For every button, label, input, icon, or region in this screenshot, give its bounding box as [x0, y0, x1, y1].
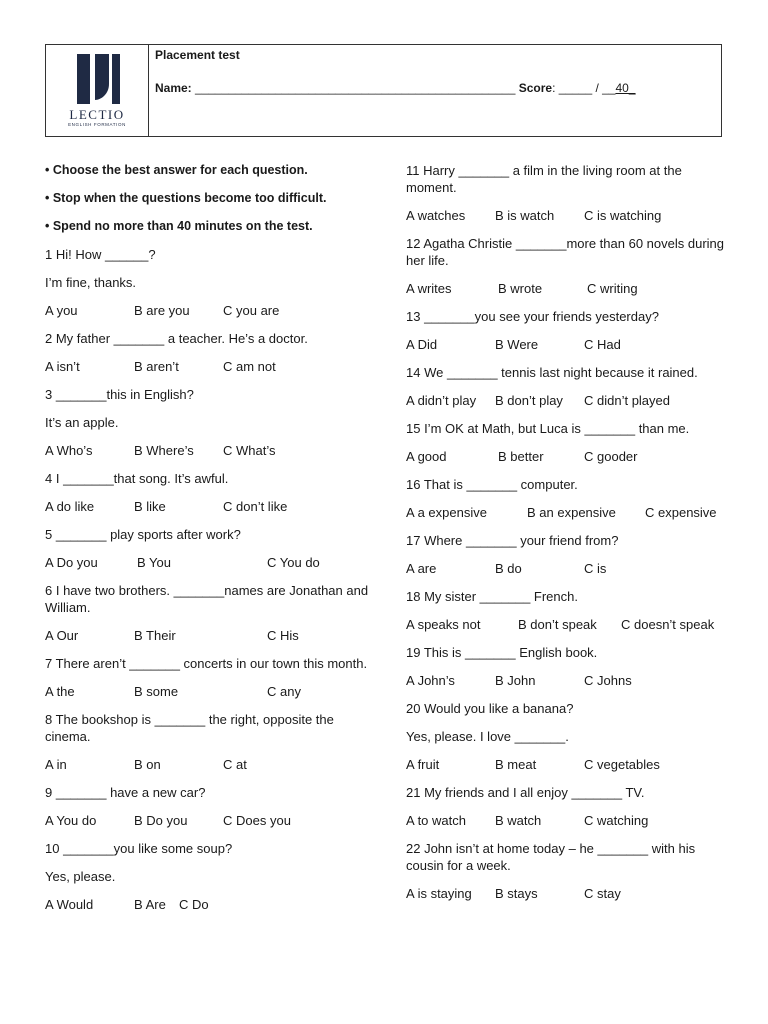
left-column [45, 162, 370, 924]
question-15-options [406, 448, 726, 465]
option-a[interactable]: A is staying [406, 886, 472, 901]
option-c[interactable]: C don’t like [223, 499, 288, 514]
option-c[interactable]: C doesn’t speak [621, 617, 715, 632]
header-box [45, 44, 722, 137]
question-7-options [45, 683, 370, 700]
option-a[interactable]: A Who’s [45, 443, 93, 458]
option-b[interactable]: B do [495, 561, 522, 576]
question-3: 3 _______this in English? [45, 387, 194, 402]
option-c[interactable]: C His [267, 628, 299, 643]
option-c[interactable]: C writing [587, 281, 638, 296]
question-3-options [45, 442, 370, 459]
option-b[interactable]: B wrote [498, 281, 543, 296]
option-b[interactable]: B better [498, 449, 544, 464]
question-15: 15 I’m OK at Math, but Luca is _______ than me. [406, 421, 690, 436]
option-c[interactable]: C watching [584, 813, 649, 828]
option-b[interactable]: B some [134, 684, 179, 699]
option-b[interactable]: B watch [495, 813, 542, 828]
option-c[interactable]: C Had [584, 337, 621, 352]
option-a[interactable]: A in [45, 757, 67, 772]
option-b[interactable]: B aren’t [134, 359, 179, 374]
question-10-reply: Yes, please. [45, 869, 116, 884]
question-12-options [406, 280, 726, 297]
option-a[interactable]: A You do [45, 813, 97, 828]
instruction-3: • Spend no more than 40 minutes on the test. [45, 219, 313, 233]
option-b[interactable]: B meat [495, 757, 537, 772]
right-column [406, 162, 726, 913]
option-c[interactable]: C Johns [584, 673, 632, 688]
option-a[interactable]: A John’s [406, 673, 455, 688]
score-label: Score [518, 81, 553, 95]
option-a[interactable]: A to watch [406, 813, 466, 828]
option-a[interactable]: A didn’t play [406, 393, 477, 408]
option-a[interactable]: A good [406, 449, 447, 464]
logo-name: LECTIO [69, 107, 125, 122]
question-1-options [45, 302, 370, 319]
option-a[interactable]: A speaks not [406, 617, 481, 632]
option-c[interactable]: C What’s [223, 443, 276, 458]
question-1-reply: I’m fine, thanks. [45, 275, 137, 290]
option-c[interactable]: C stay [584, 886, 621, 901]
option-b[interactable]: B Are [134, 897, 166, 912]
instruction-2: • Stop when the questions become too difficult. [45, 191, 327, 205]
question-22: 22 John isn’t at home today – he _______ with his cousin for a week. [406, 841, 696, 873]
question-16-options [406, 504, 726, 521]
question-17: 17 Where _______ your friend from? [406, 533, 619, 548]
instruction-1: • Choose the best answer for each question. [45, 163, 308, 177]
question-13: 13 _______you see your friends yesterday? [406, 309, 659, 324]
logo [46, 45, 149, 136]
question-8: 8 The bookshop is _______ the right, opposite the cinema. [45, 712, 334, 744]
question-10: 10 _______you like some soup? [45, 841, 233, 856]
option-c[interactable]: C You do [267, 555, 320, 570]
option-c[interactable]: C at [223, 757, 247, 772]
question-6-options [45, 627, 370, 644]
option-c[interactable]: C expensive [645, 505, 717, 520]
option-c[interactable]: C Do [179, 897, 209, 912]
question-20-reply: Yes, please. I love _______. [406, 729, 569, 744]
question-1: 1 Hi! How ______? [45, 247, 156, 262]
question-18-options [406, 616, 726, 633]
question-4-options [45, 498, 370, 515]
option-a[interactable]: A do like [45, 499, 95, 514]
score-blank[interactable]: : _____ / __ [552, 81, 616, 95]
option-c[interactable]: C vegetables [584, 757, 660, 772]
question-11-options [406, 207, 726, 224]
question-9-options [45, 812, 370, 829]
option-b[interactable]: B stays [495, 886, 538, 901]
test-title: Placement test [155, 48, 240, 62]
question-4: 4 I _______that song. It’s awful. [45, 471, 229, 486]
option-b[interactable]: B John [495, 673, 536, 688]
option-c[interactable]: C didn’t played [584, 393, 670, 408]
question-11: 11 Harry _______ a film in the living room at the moment. [406, 163, 682, 195]
question-17-options [406, 560, 726, 577]
question-19-options [406, 672, 726, 689]
name-score-line [155, 81, 636, 95]
question-8-options [45, 756, 370, 773]
question-18: 18 My sister _______ French. [406, 589, 578, 604]
logo-tagline: ENGLISH FORMATION [68, 122, 126, 127]
question-20-options [406, 756, 726, 773]
option-b[interactable]: B an expensive [527, 505, 616, 520]
question-21-options [406, 812, 726, 829]
option-b[interactable]: B are you [134, 303, 190, 318]
option-a[interactable]: A Did [406, 337, 438, 352]
option-c[interactable]: C is watching [584, 208, 662, 223]
question-22-options [406, 885, 726, 902]
question-5: 5 _______ play sports after work? [45, 527, 241, 542]
option-b[interactable]: B don’t speak [518, 617, 597, 632]
option-a[interactable]: A writes [406, 281, 452, 296]
option-b[interactable]: B Their [134, 628, 176, 643]
question-14-options [406, 392, 726, 409]
option-b[interactable]: B on [134, 757, 161, 772]
question-12: 12 Agatha Christie _______more than 60 novels during her life. [406, 236, 724, 268]
option-c[interactable]: C you are [223, 303, 280, 318]
header-info [149, 45, 721, 136]
question-2: 2 My father _______ a teacher. He’s a doctor. [45, 331, 308, 346]
question-3-reply: It’s an apple. [45, 415, 119, 430]
option-a[interactable]: A you [45, 303, 78, 318]
option-b[interactable]: B Where’s [134, 443, 194, 458]
option-b[interactable]: B don’t play [495, 393, 563, 408]
option-a[interactable]: A the [45, 684, 75, 699]
question-14: 14 We _______ tennis last night because it rained. [406, 365, 698, 380]
option-c[interactable]: C am not [223, 359, 276, 374]
score-total: 40_ [615, 81, 636, 95]
question-2-options [45, 358, 370, 375]
question-13-options [406, 336, 726, 353]
option-a[interactable]: A fruit [406, 757, 440, 772]
question-20: 20 Would you like a banana? [406, 701, 574, 716]
option-a[interactable]: A Would [45, 897, 94, 912]
question-16: 16 That is _______ computer. [406, 477, 578, 492]
question-21: 21 My friends and I all enjoy _______ TV. [406, 785, 645, 800]
option-b[interactable]: B You [137, 555, 171, 570]
question-7: 7 There aren’t _______ concerts in our town this month. [45, 656, 368, 671]
name-label: Name: [155, 81, 192, 95]
option-b[interactable]: B Were [495, 337, 539, 352]
question-19: 19 This is _______ English book. [406, 645, 598, 660]
option-a[interactable]: A are [406, 561, 437, 576]
option-b[interactable]: B like [134, 499, 166, 514]
option-a[interactable]: A Our [45, 628, 79, 643]
option-c[interactable]: C is [584, 561, 607, 576]
option-a[interactable]: A a expensive [406, 505, 487, 520]
lectio-logo-icon [71, 54, 123, 104]
option-c[interactable]: C gooder [584, 449, 638, 464]
question-6: 6 I have two brothers. _______names are Jonathan and William. [45, 583, 369, 615]
question-9: 9 _______ have a new car? [45, 785, 206, 800]
question-5-options [45, 554, 370, 571]
option-c[interactable]: C any [267, 684, 301, 699]
option-a[interactable]: A isn’t [45, 359, 80, 374]
option-c[interactable]: C Does you [223, 813, 291, 828]
option-a[interactable]: A watches [406, 208, 466, 223]
question-10-options [45, 896, 370, 913]
name-blank[interactable]: ________________________________________________ [195, 81, 516, 95]
option-b[interactable]: B Do you [134, 813, 188, 828]
option-a[interactable]: A Do you [45, 555, 98, 570]
option-b[interactable]: B is watch [495, 208, 555, 223]
